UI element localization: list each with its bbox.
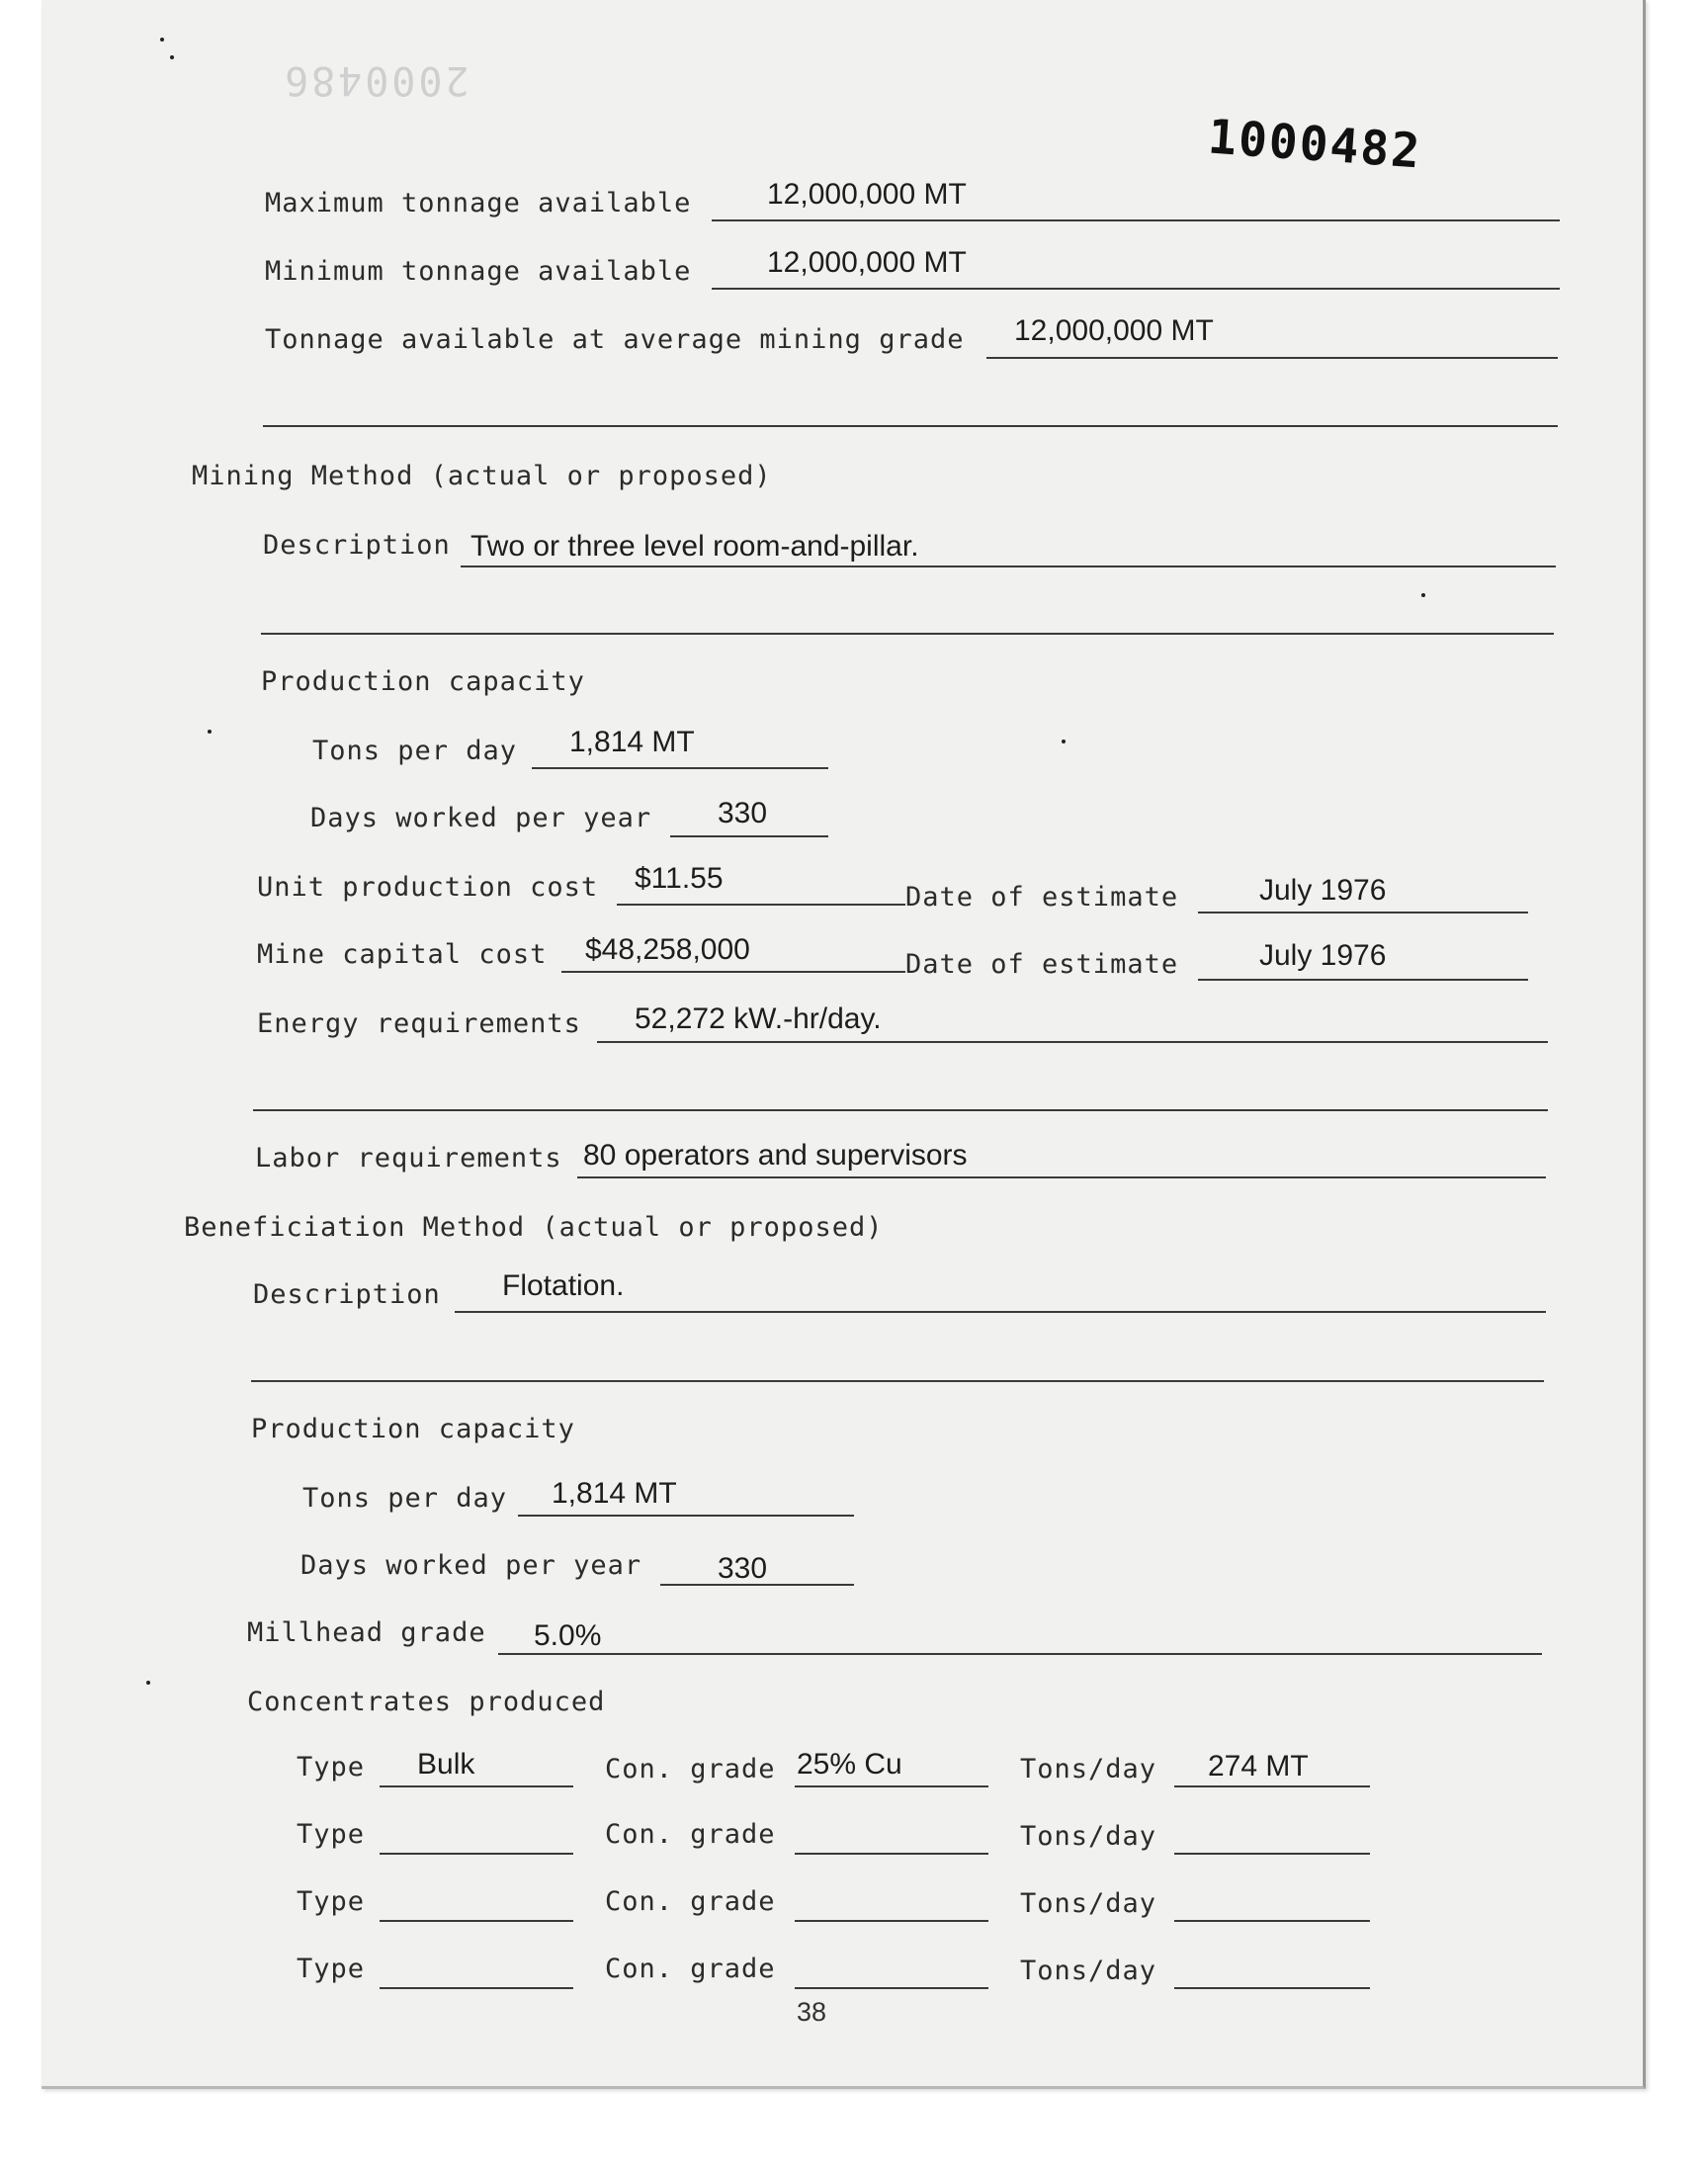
conc-type-line bbox=[380, 1987, 573, 1989]
faded-stamp: 2000486 bbox=[282, 57, 470, 103]
dust-speck bbox=[146, 1681, 150, 1685]
blank-line bbox=[251, 1380, 1544, 1382]
dust-speck bbox=[1062, 740, 1066, 743]
date-estimate-value-2: July 1976 bbox=[1259, 939, 1387, 972]
beneficiation-days-line bbox=[660, 1584, 854, 1586]
document-number-stamp: 1000482 bbox=[1206, 109, 1423, 180]
unit-cost-line bbox=[617, 904, 905, 906]
conc-grade-value: 25% Cu bbox=[797, 1748, 902, 1781]
min-tonnage-value: 12,000,000 MT bbox=[767, 246, 967, 279]
avg-tonnage-line bbox=[986, 357, 1558, 359]
mining-description-label: Description bbox=[263, 530, 451, 561]
conc-grade-label: Con. grade bbox=[605, 1819, 776, 1850]
date-estimate-value-1: July 1976 bbox=[1259, 874, 1387, 907]
mining-description-line bbox=[461, 566, 1556, 567]
date-estimate-label-1: Date of estimate bbox=[905, 882, 1179, 913]
mining-tpd-value: 1,814 MT bbox=[569, 726, 695, 758]
labor-line bbox=[577, 1176, 1546, 1178]
millhead-label: Millhead grade bbox=[247, 1617, 486, 1648]
dust-speck bbox=[1421, 593, 1425, 597]
mining-tpd-label: Tons per day bbox=[312, 736, 518, 766]
min-tonnage-label: Minimum tonnage available bbox=[265, 256, 692, 287]
blank-line bbox=[263, 425, 1558, 427]
mining-method-heading: Mining Method (actual or proposed) bbox=[192, 461, 772, 491]
conc-type-label: Type bbox=[297, 1819, 366, 1850]
conc-type-label: Type bbox=[297, 1886, 366, 1917]
min-tonnage-line bbox=[712, 288, 1560, 290]
conc-grade-label: Con. grade bbox=[605, 1954, 776, 1984]
beneficiation-tpd-label: Tons per day bbox=[302, 1483, 508, 1514]
energy-line bbox=[597, 1041, 1548, 1043]
conc-type-line bbox=[380, 1853, 573, 1855]
conc-type-line bbox=[380, 1785, 573, 1787]
energy-label: Energy requirements bbox=[257, 1008, 581, 1039]
capital-cost-value: $48,258,000 bbox=[585, 933, 750, 966]
conc-grade-line bbox=[795, 1920, 988, 1922]
conc-grade-line bbox=[795, 1853, 988, 1855]
labor-value: 80 operators and supervisors bbox=[583, 1139, 968, 1172]
millhead-line bbox=[498, 1653, 1542, 1655]
conc-tons-line bbox=[1174, 1853, 1370, 1855]
conc-grade-line bbox=[795, 1987, 988, 1989]
max-tonnage-line bbox=[712, 219, 1560, 221]
beneficiation-days-value: 330 bbox=[718, 1552, 768, 1585]
conc-tons-label: Tons/day bbox=[1020, 1754, 1157, 1784]
mining-days-label: Days worked per year bbox=[310, 803, 652, 833]
labor-label: Labor requirements bbox=[255, 1143, 562, 1174]
conc-tons-line bbox=[1174, 1785, 1370, 1787]
date-estimate-line-1 bbox=[1198, 912, 1528, 914]
beneficiation-description-value: Flotation. bbox=[502, 1269, 625, 1302]
beneficiation-description-line bbox=[455, 1311, 1546, 1313]
beneficiation-days-label: Days worked per year bbox=[300, 1550, 642, 1581]
capital-cost-label: Mine capital cost bbox=[257, 939, 548, 970]
conc-type-label: Type bbox=[297, 1752, 366, 1783]
beneficiation-tpd-line bbox=[518, 1515, 854, 1517]
millhead-value: 5.0% bbox=[534, 1619, 602, 1652]
conc-type-value: Bulk bbox=[417, 1748, 475, 1781]
concentrates-heading: Concentrates produced bbox=[247, 1687, 606, 1717]
beneficiation-description-label: Description bbox=[253, 1279, 441, 1310]
energy-value: 52,272 kW.-hr/day. bbox=[635, 1002, 882, 1035]
beneficiation-tpd-value: 1,814 MT bbox=[552, 1477, 677, 1510]
capital-cost-line bbox=[561, 971, 905, 973]
conc-tons-label: Tons/day bbox=[1020, 1888, 1157, 1919]
mining-tpd-line bbox=[532, 767, 828, 769]
conc-tons-line bbox=[1174, 1920, 1370, 1922]
max-tonnage-value: 12,000,000 MT bbox=[767, 178, 967, 211]
mining-days-value: 330 bbox=[718, 797, 768, 829]
conc-tons-value: 274 MT bbox=[1208, 1750, 1309, 1783]
beneficiation-capacity-heading: Production capacity bbox=[251, 1414, 575, 1444]
mining-capacity-heading: Production capacity bbox=[261, 666, 585, 697]
dust-speck bbox=[160, 38, 164, 42]
conc-grade-label: Con. grade bbox=[605, 1754, 776, 1784]
avg-tonnage-label: Tonnage available at average mining grade bbox=[265, 324, 965, 355]
beneficiation-heading: Beneficiation Method (actual or proposed) bbox=[184, 1212, 884, 1243]
unit-cost-label: Unit production cost bbox=[257, 872, 599, 903]
date-estimate-line-2 bbox=[1198, 979, 1528, 981]
conc-grade-line bbox=[795, 1785, 988, 1787]
dust-speck bbox=[208, 730, 212, 734]
blank-line bbox=[253, 1109, 1548, 1111]
page-number: 38 bbox=[797, 1997, 827, 2027]
conc-type-label: Type bbox=[297, 1954, 366, 1984]
conc-grade-label: Con. grade bbox=[605, 1886, 776, 1917]
date-estimate-label-2: Date of estimate bbox=[905, 949, 1179, 980]
blank-line bbox=[261, 633, 1554, 635]
avg-tonnage-value: 12,000,000 MT bbox=[1014, 314, 1214, 347]
conc-tons-label: Tons/day bbox=[1020, 1956, 1157, 1986]
mining-days-line bbox=[670, 835, 828, 837]
conc-tons-line bbox=[1174, 1987, 1370, 1989]
conc-type-line bbox=[380, 1920, 573, 1922]
dust-speck bbox=[170, 55, 174, 59]
max-tonnage-label: Maximum tonnage available bbox=[265, 188, 692, 218]
mining-description-value: Two or three level room-and-pillar. bbox=[470, 530, 919, 563]
conc-tons-label: Tons/day bbox=[1020, 1821, 1157, 1852]
unit-cost-value: $11.55 bbox=[635, 862, 724, 895]
